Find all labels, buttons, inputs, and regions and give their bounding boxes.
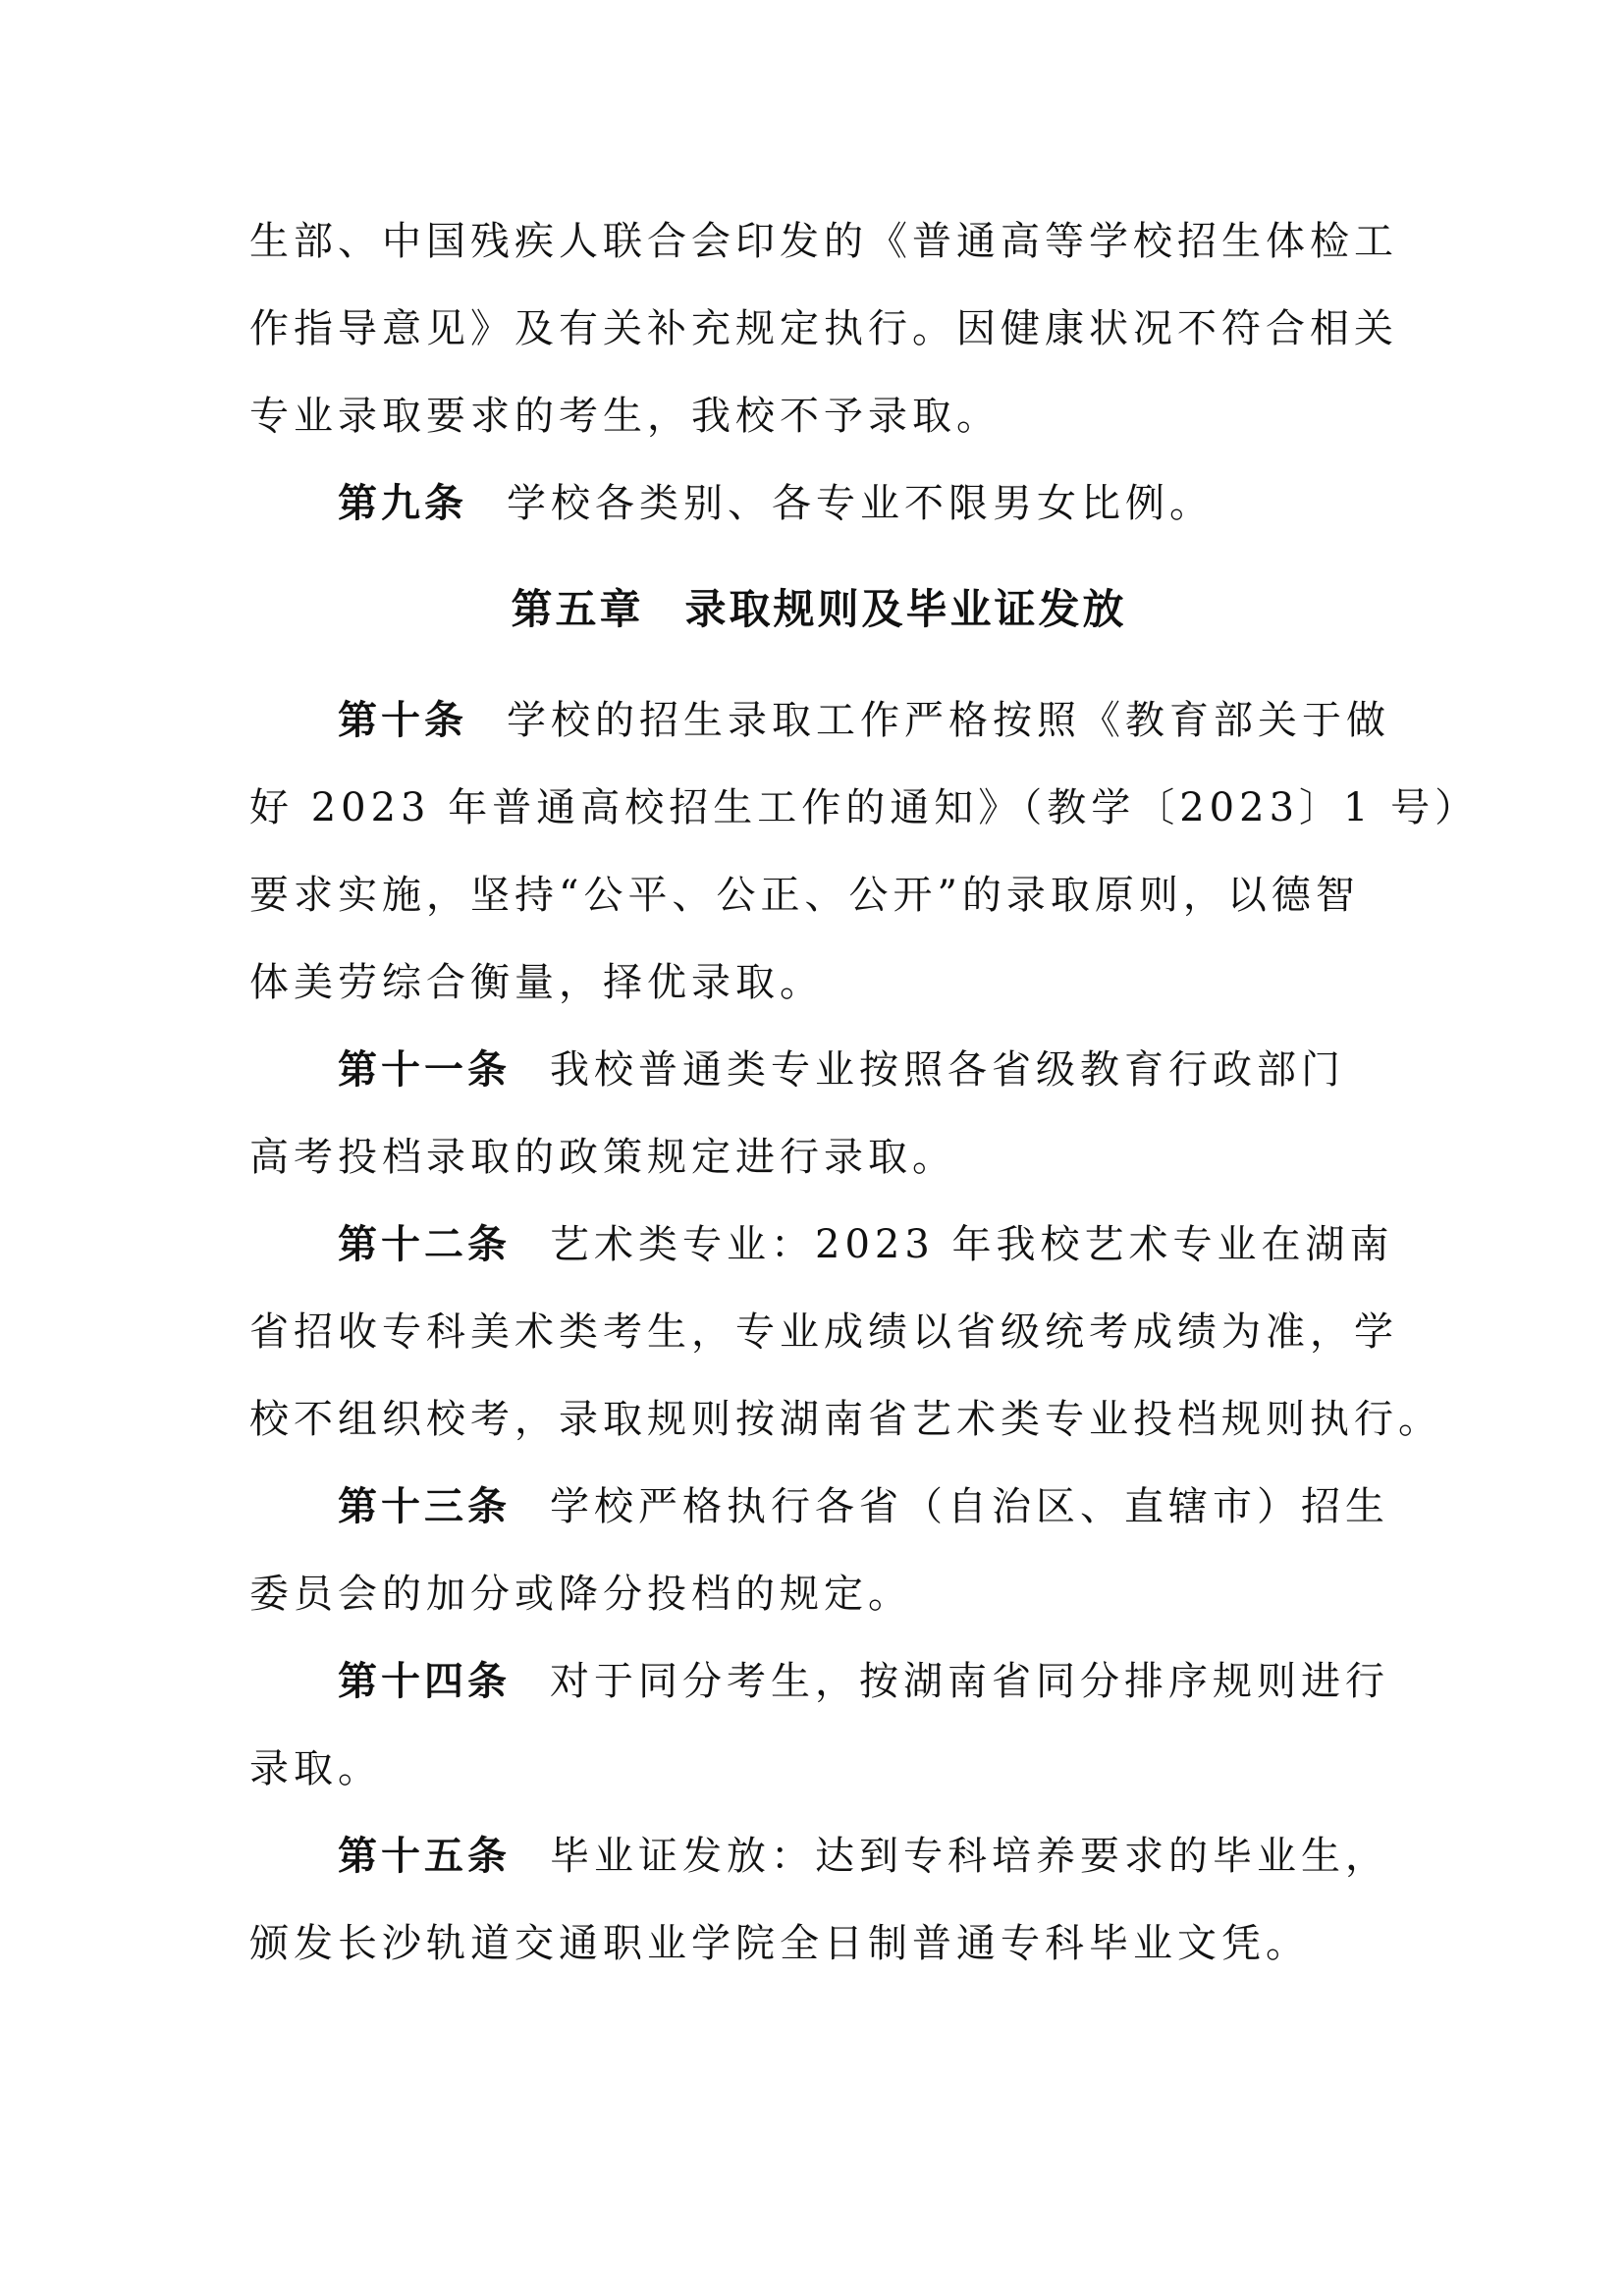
paragraph-line: 对于同分考生，按湖南省同分排序规则进行 xyxy=(550,1659,1389,1704)
article-first-line xyxy=(249,677,1388,765)
paragraph-line: 校不组织校考，录取规则按湖南省艺术类专业投档规则执行。 xyxy=(249,1397,1442,1442)
article-14 xyxy=(249,1638,1388,1813)
article-10 xyxy=(249,677,1480,1027)
paragraph-line: 录取。 xyxy=(249,1746,382,1791)
article-label: 第十四条 xyxy=(338,1659,511,1704)
paragraph-line: 毕业证发放：达到专科培养要求的毕业生， xyxy=(550,1834,1389,1879)
article-first-line xyxy=(249,1201,1394,1289)
paragraph-line: 生部、中国残疾人联合会印发的《普通高等学校招生体检工 xyxy=(249,219,1398,264)
article-13 xyxy=(249,1464,1388,1638)
article-first-line xyxy=(249,1464,1388,1551)
article-first-line xyxy=(249,1813,1388,1900)
chapter-title: 录取规则及毕业证发放 xyxy=(684,585,1127,633)
article-label: 第十二条 xyxy=(338,1222,511,1267)
article-label: 第九条 xyxy=(338,481,467,526)
paragraph-line: 学校的招生录取工作严格按照《教育部关于做 xyxy=(507,698,1390,743)
article-first-line xyxy=(249,1027,1388,1114)
paragraph-line: 体美劳综合衡量，择优录取。 xyxy=(249,960,824,1005)
paragraph-line: 作指导意见》及有关补充规定执行。因健康状况不符合相关 xyxy=(249,306,1398,351)
chapter-number: 第五章 xyxy=(511,585,644,633)
paragraph-line: 省招收专科美术类考生，专业成绩以省级统考成绩为准，学 xyxy=(249,1309,1398,1355)
paragraph-line: 学校各类别、各专业不限男女比例。 xyxy=(507,481,1214,526)
chapter-heading xyxy=(249,565,1388,653)
article-15 xyxy=(249,1813,1388,1988)
article-12 xyxy=(249,1201,1442,1464)
paragraph-line: 学校严格执行各省（自治区、直辖市）招生 xyxy=(550,1484,1389,1529)
intro-paragraph xyxy=(249,198,1398,460)
article-first-line xyxy=(249,1638,1388,1726)
article-11 xyxy=(249,1027,1388,1201)
article-label: 第十一条 xyxy=(338,1047,511,1093)
article-label: 第十条 xyxy=(338,698,467,743)
paragraph-line: 要求实施，坚持“公平、公正、公开”的录取原则，以德智 xyxy=(249,873,1360,918)
article-label: 第十三条 xyxy=(338,1484,511,1529)
paragraph-line: 好 2023 年普通高校招生工作的通知》（教学〔2023〕1 号） xyxy=(249,785,1480,830)
article-first-line xyxy=(249,460,1388,548)
paragraph-line: 高考投档录取的政策规定进行录取。 xyxy=(249,1135,956,1180)
article-9 xyxy=(249,460,1388,548)
paragraph-line: 颁发长沙轨道交通职业学院全日制普通专科毕业文凭。 xyxy=(249,1921,1310,1966)
paragraph-line: 委员会的加分或降分投档的规定。 xyxy=(249,1572,912,1617)
article-label: 第十五条 xyxy=(338,1834,511,1879)
paragraph-line: 专业录取要求的考生，我校不予录取。 xyxy=(249,394,1001,439)
paragraph-line: 我校普通类专业按照各省级教育行政部门 xyxy=(550,1047,1345,1093)
paragraph-line: 艺术类专业：2023 年我校艺术专业在湖南 xyxy=(550,1222,1394,1267)
